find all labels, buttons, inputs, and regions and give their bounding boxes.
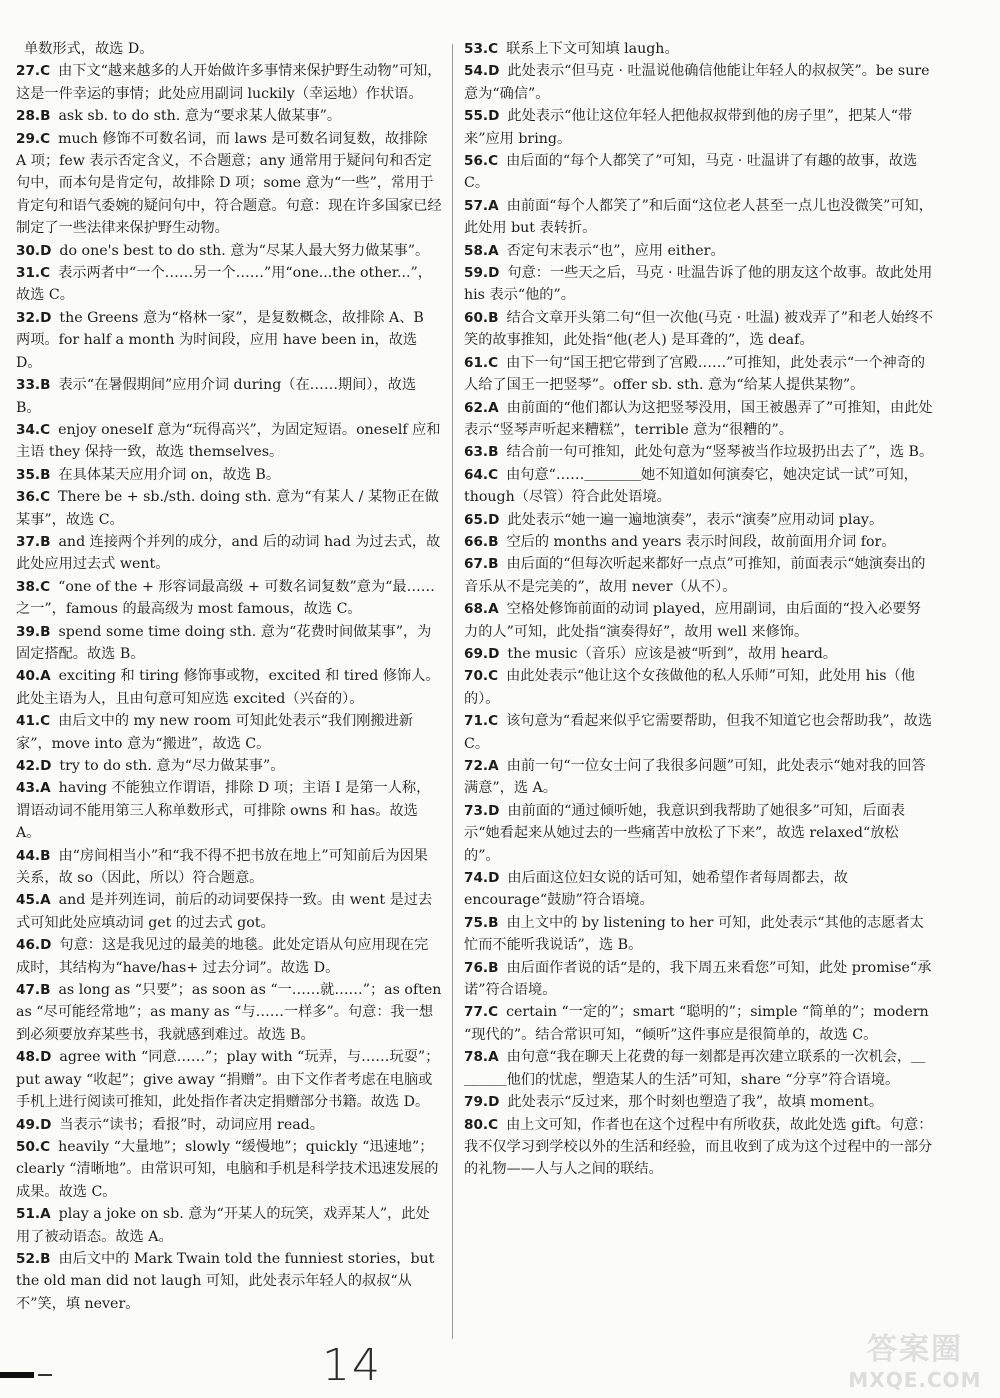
explanation-text: 由下一句“国王把它带到了宫殿……”可推知，此处表示“一个神奇的人给了国王一把竖琴”。offer sb. sth. 意为“给某人提供某物”。: [464, 354, 926, 394]
question-number: 42.: [16, 758, 41, 774]
explanation-text: the Greens 意为“格林一家”，是复数概念，故排除 A、B 两项。for half a month 为时间段，应用 have been in，故选 D。: [16, 309, 424, 371]
question-number: 77.: [464, 1004, 489, 1021]
question-number: 33.: [16, 377, 41, 394]
answer-entry: [464, 800, 934, 867]
answer-entry: [464, 553, 934, 598]
explanation-text: 由下文“越来越多的人开始做许多事情来保护野生动物”可知，这是一件幸运的事情；此处应用副词 luckily（幸运地）作状语。: [16, 63, 442, 102]
answer-entry: [464, 598, 934, 643]
explanation-text: 该句意为“看起来似乎它需要帮助，但我不知道它也会帮助我”，故选 C。: [464, 713, 933, 752]
explanation-text: 此处表示“反过来，那个时刻也塑造了我”，故填 moment。: [507, 1094, 884, 1111]
answer-entry: [16, 979, 442, 1046]
explanation-text: 结合文章开头第二句“但一次他(马克 · 吐温) 被戏弄了”和老人始终不笑的故事推知，此处指“他(老人) 是耳聋的”，选 deaf。: [464, 309, 934, 349]
question-number: 46.: [16, 937, 41, 954]
answer-letter: D: [488, 1094, 500, 1111]
answer-letter: C: [488, 466, 499, 483]
answer-entry: [16, 1203, 442, 1248]
question-number: 75.: [464, 914, 489, 931]
question-number: 71.: [464, 713, 489, 730]
answer-letter: B: [488, 533, 499, 550]
explanation-text: “one of the + 形容词最高级 + 可数名词复数”意为“最……之一”，famous 的最高级为 most famous，故选 C。: [16, 578, 435, 618]
answer-letter: A: [488, 399, 499, 416]
question-number: 31.: [16, 265, 41, 282]
explanation-text: do one's best to do sth. 意为“尽某人最大努力做某事”。: [59, 242, 430, 259]
answer-letter: B: [488, 309, 499, 326]
answer-entry: [16, 464, 442, 486]
question-number: 79.: [464, 1094, 489, 1111]
answer-letter: D: [40, 1049, 52, 1066]
answer-letter: A: [40, 892, 51, 909]
answer-entry: [464, 665, 934, 710]
answer-letter: D: [488, 870, 500, 887]
explanation-text: 由后面的“每个人都笑了”可知，马克 · 吐温讲了有趣的故事，故选 C。: [464, 153, 918, 192]
answer-letter: A: [488, 242, 499, 259]
answer-letter: C: [40, 578, 51, 595]
explanation-text: 由上文中的 by listening to her 可知，此处表示“其他的志愿者太忙而不能听我说话”，选 B。: [464, 914, 924, 954]
question-number: 72.: [464, 758, 489, 774]
answer-entry: [464, 912, 934, 957]
explanation-text: the music（音乐）应该是被“听到”，故用 heard。: [507, 645, 837, 662]
explanation-text: try to do sth. 意为“尽力做某事”。: [59, 758, 285, 774]
answer-entry: [464, 397, 934, 442]
explanation-text: enjoy oneself 意为“玩得高兴”，为固定短语。oneself 应和主语 they 保持一致，故选 themselves。: [16, 421, 441, 461]
explanation-text: 由后面这位妇女说的话可知，她希望作者每周都去，故 encourage“鼓励”符合语境。: [464, 870, 848, 909]
question-number: 56.: [464, 153, 489, 170]
explanation-text: as long as “只要”；as soon as “一……就……”；as often as “尽可能经常地”；as many as “与……一样多”。句意：我一想到必须要放弃某些书，我就感到难过。故选 B。: [16, 982, 442, 1043]
answer-entry: [16, 1136, 442, 1203]
question-number: 63.: [464, 444, 489, 461]
answer-entry: [16, 128, 442, 240]
question-number: 43.: [16, 780, 41, 797]
question-number: 41.: [16, 713, 41, 730]
explanation-text: 由前面“每个人都笑了”和后面“这位老人甚至一点儿也没微笑”可知，此处用 but 表转折。: [464, 197, 933, 237]
answer-letter: D: [488, 645, 500, 662]
explanation-text: 此处表示“她一遍一遍地演奏”，表示“演奏”应用动词 play。: [507, 511, 884, 528]
answer-entry: [464, 1001, 934, 1046]
question-number: 80.: [464, 1116, 489, 1133]
question-number: 64.: [464, 466, 489, 483]
answer-entry: [16, 845, 442, 890]
question-number: 29.: [16, 130, 41, 147]
explanation-text: 结合前一句可推知，此处句意为“竖琴被当作垃圾扔出去了”，选 B。: [506, 444, 934, 461]
answer-entry: [16, 307, 442, 374]
watermark-line-1: 答案圈: [867, 1332, 963, 1367]
explanation-text: heavily “大量地”；slowly “缓慢地”；quickly “迅速地”；clearly “清晰地”。由常识可知，电脑和手机是科学技术迅速发展的成果。故选 C。: [16, 1138, 439, 1200]
answer-entry: [464, 262, 934, 307]
question-number: 27.: [16, 63, 41, 80]
question-number: 69.: [464, 645, 489, 662]
question-number: 55.: [464, 108, 489, 125]
answer-letter: C: [488, 153, 499, 170]
answer-letter: A: [40, 1206, 51, 1223]
answer-letter: D: [488, 511, 500, 528]
answer-entry: [464, 710, 934, 755]
answer-entry: [16, 419, 442, 464]
question-number: 39.: [16, 623, 41, 640]
answer-letter: C: [488, 713, 499, 730]
question-number: 30.: [16, 242, 41, 259]
explanation-text: 表示“在暑假期间”应用介词 during（在……期间），故选 B。: [16, 377, 417, 416]
answer-letter: B: [488, 914, 499, 931]
answer-letter: A: [488, 1049, 499, 1066]
answer-letter: B: [40, 1250, 51, 1267]
answer-entry: [16, 665, 442, 710]
explanation-text: 此处表示“他让这位年轻人把他叔叔带到他的房子里”，把某人“带来”应用 bring。: [464, 108, 913, 147]
answer-letter: B: [40, 466, 51, 483]
explanation-text: much 修饰不可数名词，而 laws 是可数名词复数，故排除 A 项；few 表示否定含义，不合题意；any 通常用于疑问句和否定句中，而本句是肯定句，故排除 D 项；some 意为“一些”，常用于肯定句和语气委婉的疑问句中，符合题意。句意：现在许多国家已经制定了一些法律来保护野生动物。: [16, 130, 442, 237]
question-number: 52.: [16, 1250, 41, 1267]
answer-entry: [464, 1046, 934, 1091]
question-number: 51.: [16, 1206, 41, 1223]
answer-entry: [16, 105, 442, 127]
question-number: 58.: [464, 242, 489, 259]
explanation-text: 由上文可知，作者也在这个过程中有所收获，故此处选 gift。句意：我不仅学习到学校以外的生活和经验，而且收到了成为这个过程中的一部分的礼物——人与人之间的联结。: [464, 1116, 933, 1178]
question-number: 70.: [464, 668, 489, 685]
explanation-text: 单数形式，故选 D。: [24, 41, 154, 57]
answer-letter: B: [40, 847, 51, 864]
answer-entry: [16, 374, 442, 419]
question-number: 68.: [464, 601, 489, 618]
answer-entry: [464, 957, 934, 1002]
answer-letter: A: [488, 197, 499, 214]
answer-column-left: [16, 38, 442, 1315]
question-number: 78.: [464, 1049, 489, 1066]
answer-letter: B: [488, 444, 499, 461]
answer-entry: [16, 576, 442, 621]
answer-entry: [16, 38, 442, 60]
question-number: 37.: [16, 533, 41, 550]
answer-letter: C: [488, 668, 499, 685]
answer-entry: [464, 509, 934, 531]
question-number: 45.: [16, 892, 41, 909]
question-number: 49.: [16, 1116, 41, 1133]
question-number: 74.: [464, 870, 489, 887]
answer-entry: [16, 777, 442, 844]
question-number: 44.: [16, 847, 41, 864]
explanation-text: 由前面的“通过倾听她，我意识到我帮助了她很多”可知，后面表示“她看起来从她过去的一些痛苦中放松了下来”，故选 relaxed“放松的”。: [464, 802, 905, 864]
answer-letter: C: [40, 1138, 51, 1155]
answer-letter: D: [488, 802, 500, 819]
answer-entry: [464, 195, 934, 240]
explanation-text: 由前一句“一位女士问了我很多问题”可知，此处表示“她对我的回答满意”，选 A。: [464, 758, 926, 797]
answer-letter: C: [40, 489, 51, 506]
explanation-text: 由前面的“他们都认为这把竖琴没用，国王被愚弄了”可推知，由此处表示“竖琴声听起来糟糕”，terrible 意为“很糟的”。: [464, 399, 933, 438]
page-corner-mark: [0, 1372, 34, 1378]
question-number: 48.: [16, 1049, 41, 1066]
question-number: 36.: [16, 489, 41, 506]
answer-letter: C: [40, 713, 51, 730]
question-number: 54.: [464, 63, 489, 80]
answer-entry: [16, 60, 442, 105]
answer-letter: B: [488, 556, 499, 573]
answer-entry: [16, 1248, 442, 1315]
answer-letter: A: [488, 758, 499, 774]
answer-entry: [16, 240, 442, 262]
answer-letter: C: [40, 130, 51, 147]
explanation-text: 由“房间相当小”和“我不得不把书放在地上”可知前后为因果关系，故 so（因此，所以）符合题意。: [16, 847, 428, 887]
explanation-text: 联系上下文可知填 laugh。: [506, 41, 679, 57]
explanation-text: ask sb. to do sth. 意为“要求某人做某事”。: [58, 108, 342, 125]
answer-letter: B: [40, 623, 51, 640]
question-number: 28.: [16, 108, 41, 125]
explanation-text: 此处表示“但马克 · 吐温说他确信他能让年轻人的叔叔笑”。be sure 意为“确信”。: [464, 63, 930, 102]
answer-letter: D: [40, 758, 52, 774]
answer-entry: [464, 867, 934, 912]
explanation-text: 当表示“读书；看报”时，动词应用 read。: [59, 1116, 324, 1133]
answer-entry: [464, 38, 934, 60]
answer-entry: [464, 352, 934, 397]
explanation-text: agree with “同意……”；play with “玩弄，与……玩耍”；put away “收起”；give away “捐赠”。由下文作者考虑在电脑或手机上进行阅读可推知，此处指作者决定捐赠部分书籍。故选 D。: [16, 1049, 440, 1111]
answer-letter: D: [488, 108, 500, 125]
explanation-text: play a joke on sb. 意为“开某人的玩笑，戏弄某人”，此处用了被动语态。故选 A。: [16, 1206, 430, 1245]
answer-entry: [464, 60, 934, 105]
explanation-text: 空格处修饰前面的动词 played，应用副词，由后面的“投入必要努力的人”可知，此处指“演奏得好”，故用 well 来修饰。: [464, 601, 921, 640]
answer-letter: B: [40, 982, 51, 999]
answer-letter: C: [40, 265, 51, 282]
column-divider: [452, 44, 453, 1339]
answer-letter: A: [488, 601, 499, 618]
answer-entry: [464, 150, 934, 195]
answer-entry: [464, 307, 934, 352]
question-number: 61.: [464, 354, 489, 371]
question-number: 53.: [464, 41, 489, 57]
answer-letter: B: [488, 959, 499, 976]
answer-letter: C: [488, 41, 499, 57]
explanation-text: certain “一定的”；smart “聪明的”；simple “简单的”；modern “现代的”。结合常识可知，“倾听”这件事应是很简单的，故选 C。: [464, 1004, 929, 1043]
answer-entry: [16, 486, 442, 531]
explanation-text: 由后文中的 my new room 可知此处表示“我们刚搬进新家”，move into 意为“搬进”，故选 C。: [16, 713, 414, 752]
answer-entry: [16, 755, 442, 777]
answer-letter: B: [40, 377, 51, 394]
page-dash: [38, 1374, 52, 1376]
explanation-text: 由句意“……＿＿＿＿她不知道如何演奏它，她决定试一试”可知，though（尽管）符合此处语境。: [464, 466, 918, 506]
question-number: 73.: [464, 802, 489, 819]
explanation-text: 由后面作者说的话“是的，我下周五来看您”可知，此处 promise“承诺”符合语境。: [464, 959, 932, 999]
question-number: 57.: [464, 197, 489, 214]
answer-letter: D: [40, 309, 52, 326]
explanation-text: 句意：一些天之后，马克 · 吐温告诉了他的朋友这个故事。故此处用 his 表示“他的”。: [464, 265, 933, 304]
answer-entry: [464, 643, 934, 665]
question-number: 60.: [464, 309, 489, 326]
watermark-line-2: MXQE.COM: [848, 1368, 982, 1392]
answer-letter: C: [40, 421, 51, 438]
question-number: 50.: [16, 1138, 41, 1155]
question-number: 62.: [464, 399, 489, 416]
answer-letter: D: [40, 1116, 52, 1133]
site-watermark-logo: [840, 1324, 990, 1392]
explanation-text: and 是并列连词，前后的动词要保持一致。由 went 是过去式可知此处应填动词 get 的过去式 got。: [16, 892, 433, 931]
explanation-text: 由后面的“但每次听起来都好一点点”可推知，前面表示“她演奏出的音乐从不是完美的”，故用 never（从不）。: [464, 556, 926, 595]
explanation-text: 否定句末表示“也”，应用 either。: [506, 242, 725, 259]
answer-entry: [16, 710, 442, 755]
explanation-text: 表示两者中“一个……另一个……”用“one...the other...”，故选 C。: [16, 265, 432, 304]
question-number: 66.: [464, 533, 489, 550]
question-number: 32.: [16, 309, 41, 326]
answer-entry: [464, 1114, 934, 1181]
answer-letter: D: [488, 63, 500, 80]
answer-letter: B: [40, 533, 51, 550]
answer-letter: A: [40, 780, 51, 797]
explanation-text: 句意：这是我见过的最美的地毯。此处定语从句应用现在完成时，其结构为“have/has+ 过去分词”。故选 D。: [16, 937, 429, 976]
answer-entry: [16, 262, 442, 307]
answer-entry: [16, 889, 442, 934]
answer-entry: [464, 1091, 934, 1113]
answer-entry: [16, 1114, 442, 1136]
scan-top-mark: [440, 8, 560, 10]
explanation-text: 由句意“我在聊天上花费的每一刻都是再次建立联系的一次机会，＿＿＿＿他们的忧虑，塑造某人的生活”可知，share “分享”符合语境。: [464, 1049, 926, 1088]
answer-letter: C: [488, 354, 499, 371]
answer-entry: [464, 531, 934, 553]
question-number: 40.: [16, 668, 41, 685]
answer-letter: D: [40, 937, 52, 954]
answer-entry: [464, 464, 934, 509]
answer-letter: A: [40, 668, 51, 685]
answer-entry: [16, 621, 442, 666]
explanation-text: having 不能独立作谓语，排除 D 项；主语 I 是第一人称，谓语动词不能用第三人称单数形式，可排除 owns 和 has。故选 A。: [16, 780, 431, 842]
answer-letter: C: [40, 63, 51, 80]
explanation-text: There be + sb./sth. doing sth. 意为“有某人 / 某物正在做某事”，故选 C。: [16, 489, 439, 528]
answer-column-right: [464, 38, 934, 1181]
explanation-text: 由此处表示“他让这个女孩做他的私人乐师”可知，此处用 his（他的）。: [464, 668, 915, 707]
answer-letter: B: [40, 108, 51, 125]
answer-entry: [16, 531, 442, 576]
answer-letter: D: [488, 265, 500, 282]
answer-entry: [464, 105, 934, 150]
explanation-text: 由后文中的 Mark Twain told the funniest stories，but the old man did not laugh 可知，此处表示年轻人的叔叔“从不”笑，填 never。: [16, 1250, 435, 1312]
question-number: 34.: [16, 421, 41, 438]
question-number: 38.: [16, 578, 41, 595]
question-number: 47.: [16, 982, 41, 999]
answer-letter: C: [488, 1004, 499, 1021]
answer-entry: [16, 934, 442, 979]
explanation-text: spend some time doing sth. 意为“花费时间做某事”，为固定搭配。故选 B。: [16, 623, 432, 662]
question-number: 67.: [464, 556, 489, 573]
answer-letter: D: [40, 242, 52, 259]
answer-letter: C: [488, 1116, 499, 1133]
answer-entry: [464, 441, 934, 463]
question-number: 65.: [464, 511, 489, 528]
answer-entry: [464, 240, 934, 262]
question-number: 35.: [16, 466, 41, 483]
explanation-text: exciting 和 tiring 修饰事或物，excited 和 tired 修饰人。此处主语为人，且由句意可知应选 excited（兴奋的）。: [16, 668, 440, 707]
handwritten-page-number: 14: [322, 1340, 382, 1391]
question-number: 59.: [464, 265, 489, 282]
answer-entry: [16, 1046, 442, 1113]
answer-entry: [464, 755, 934, 800]
explanation-text: 空后的 months and years 表示时间段，故前面用介词 for。: [506, 533, 896, 550]
explanation-text: 在具体某天应用介词 on，故选 B。: [58, 466, 281, 483]
explanation-text: and 连接两个并列的成分，and 后的动词 had 为过去式，故此处应用过去式 went。: [16, 533, 441, 573]
question-number: 76.: [464, 959, 489, 976]
